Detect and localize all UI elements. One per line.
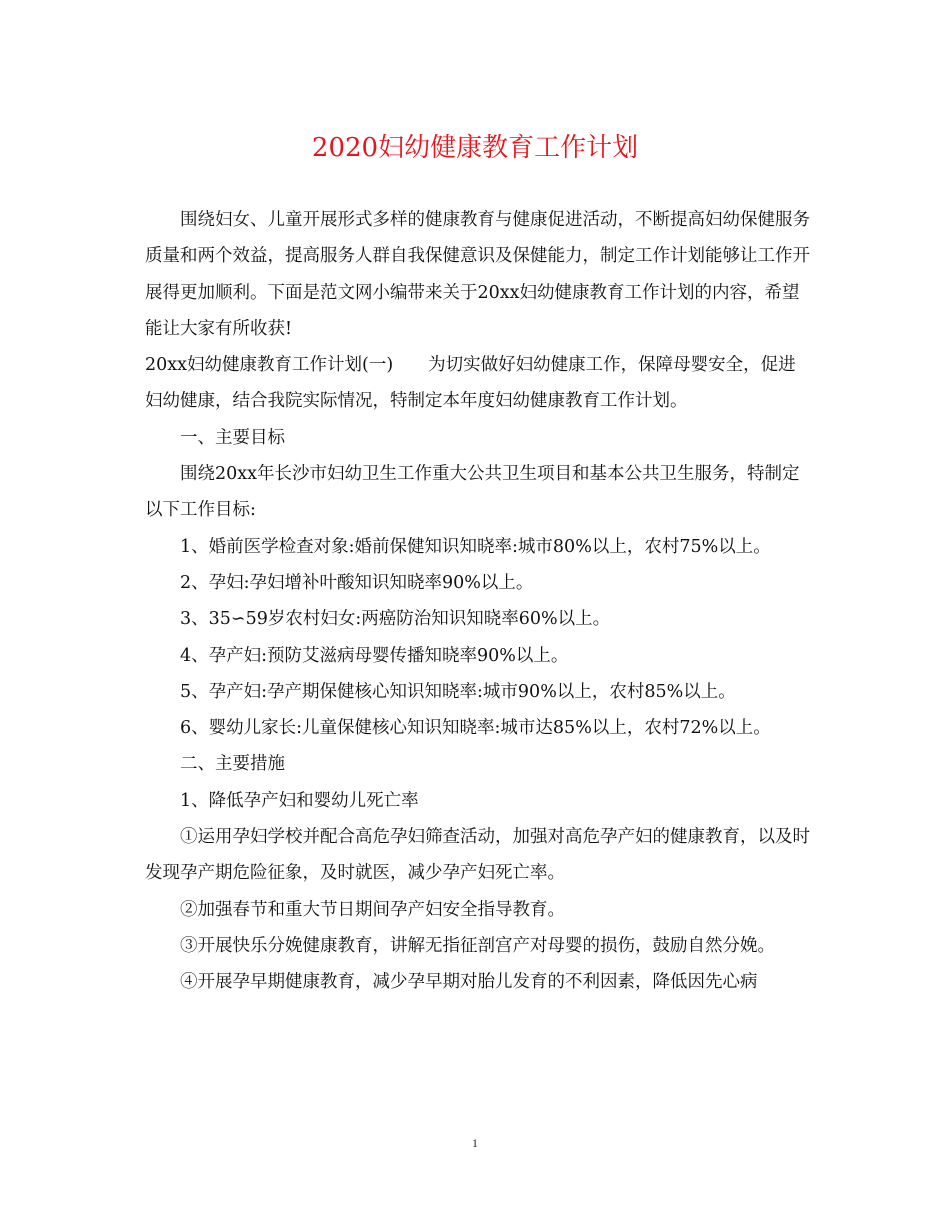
- list-item-measure-4: ④开展孕早期健康教育，减少孕早期对胎儿发育的不利因素，降低因先心病: [180, 972, 758, 993]
- list-item-goal-6: 6、婴幼儿家长:儿童保健核心知识知晓率:城市达85%以上，农村72%以上。: [180, 718, 771, 739]
- subheading-reduce-mortality: 1、降低孕产妇和婴幼儿死亡率: [180, 790, 419, 811]
- page-number: 1: [472, 1136, 478, 1150]
- paragraph-intro: 围绕妇女、儿童开展形式多样的健康教育与健康促进活动，不断提高妇幼保健服务质量和两个效益，提高服务人群自我保健意识及保健能力，制定工作计划能够让工作开展得更加顺利。下面是范文网小编带来关于20xx妇幼健康教育工作计划的内容，希望能让大家有所收获!: [145, 210, 810, 339]
- list-item-measure-1: ①运用孕妇学校并配合高危孕妇筛查活动，加强对高危孕产妇的健康教育，以及时发现孕产期危险征象，及时就医，减少孕产妇死亡率。: [145, 827, 810, 884]
- list-item-goal-5: 5、孕产妇:孕产期保健核心知识知晓率:城市90%以上，农村85%以上。: [180, 681, 736, 702]
- heading-main-measures: 二、主要措施: [180, 754, 285, 775]
- list-item-measure-2: ②加强春节和重大节日期间孕产妇安全指导教育。: [180, 899, 565, 920]
- list-item-goal-2: 2、孕妇:孕妇增补叶酸知识知晓率90%以上。: [180, 572, 534, 593]
- list-item-measure-3: ③开展快乐分娩健康教育，讲解无指征剖宫产对母婴的损伤，鼓励自然分娩。: [180, 935, 775, 956]
- document-body: [145, 202, 813, 1001]
- heading-main-goals: 一、主要目标: [180, 427, 285, 448]
- list-item-goal-1: 1、婚前医学检查对象:婚前保健知识知晓率:城市80%以上，农村75%以上。: [180, 536, 771, 557]
- list-item-goal-4: 4、孕产妇:预防艾滋病母婴传播知晓率90%以上。: [180, 645, 569, 666]
- paragraph-plan-one: 20xx妇幼健康教育工作计划(一) 为切实做好妇幼健康工作，保障母婴安全，促进妇幼健康，结合我院实际情况，特制定本年度妇幼健康教育工作计划。: [145, 355, 796, 412]
- paragraph-goals-intro: 围绕20xx年长沙市妇幼卫生工作重大公共卫生项目和基本公共卫生服务，特制定以下工作目标:: [145, 464, 800, 521]
- list-item-goal-3: 3、35∽59岁农村妇女:两癌防治知识知晓率60%以上。: [180, 609, 611, 630]
- document-title: 2020妇幼健康教育工作计划: [311, 133, 639, 163]
